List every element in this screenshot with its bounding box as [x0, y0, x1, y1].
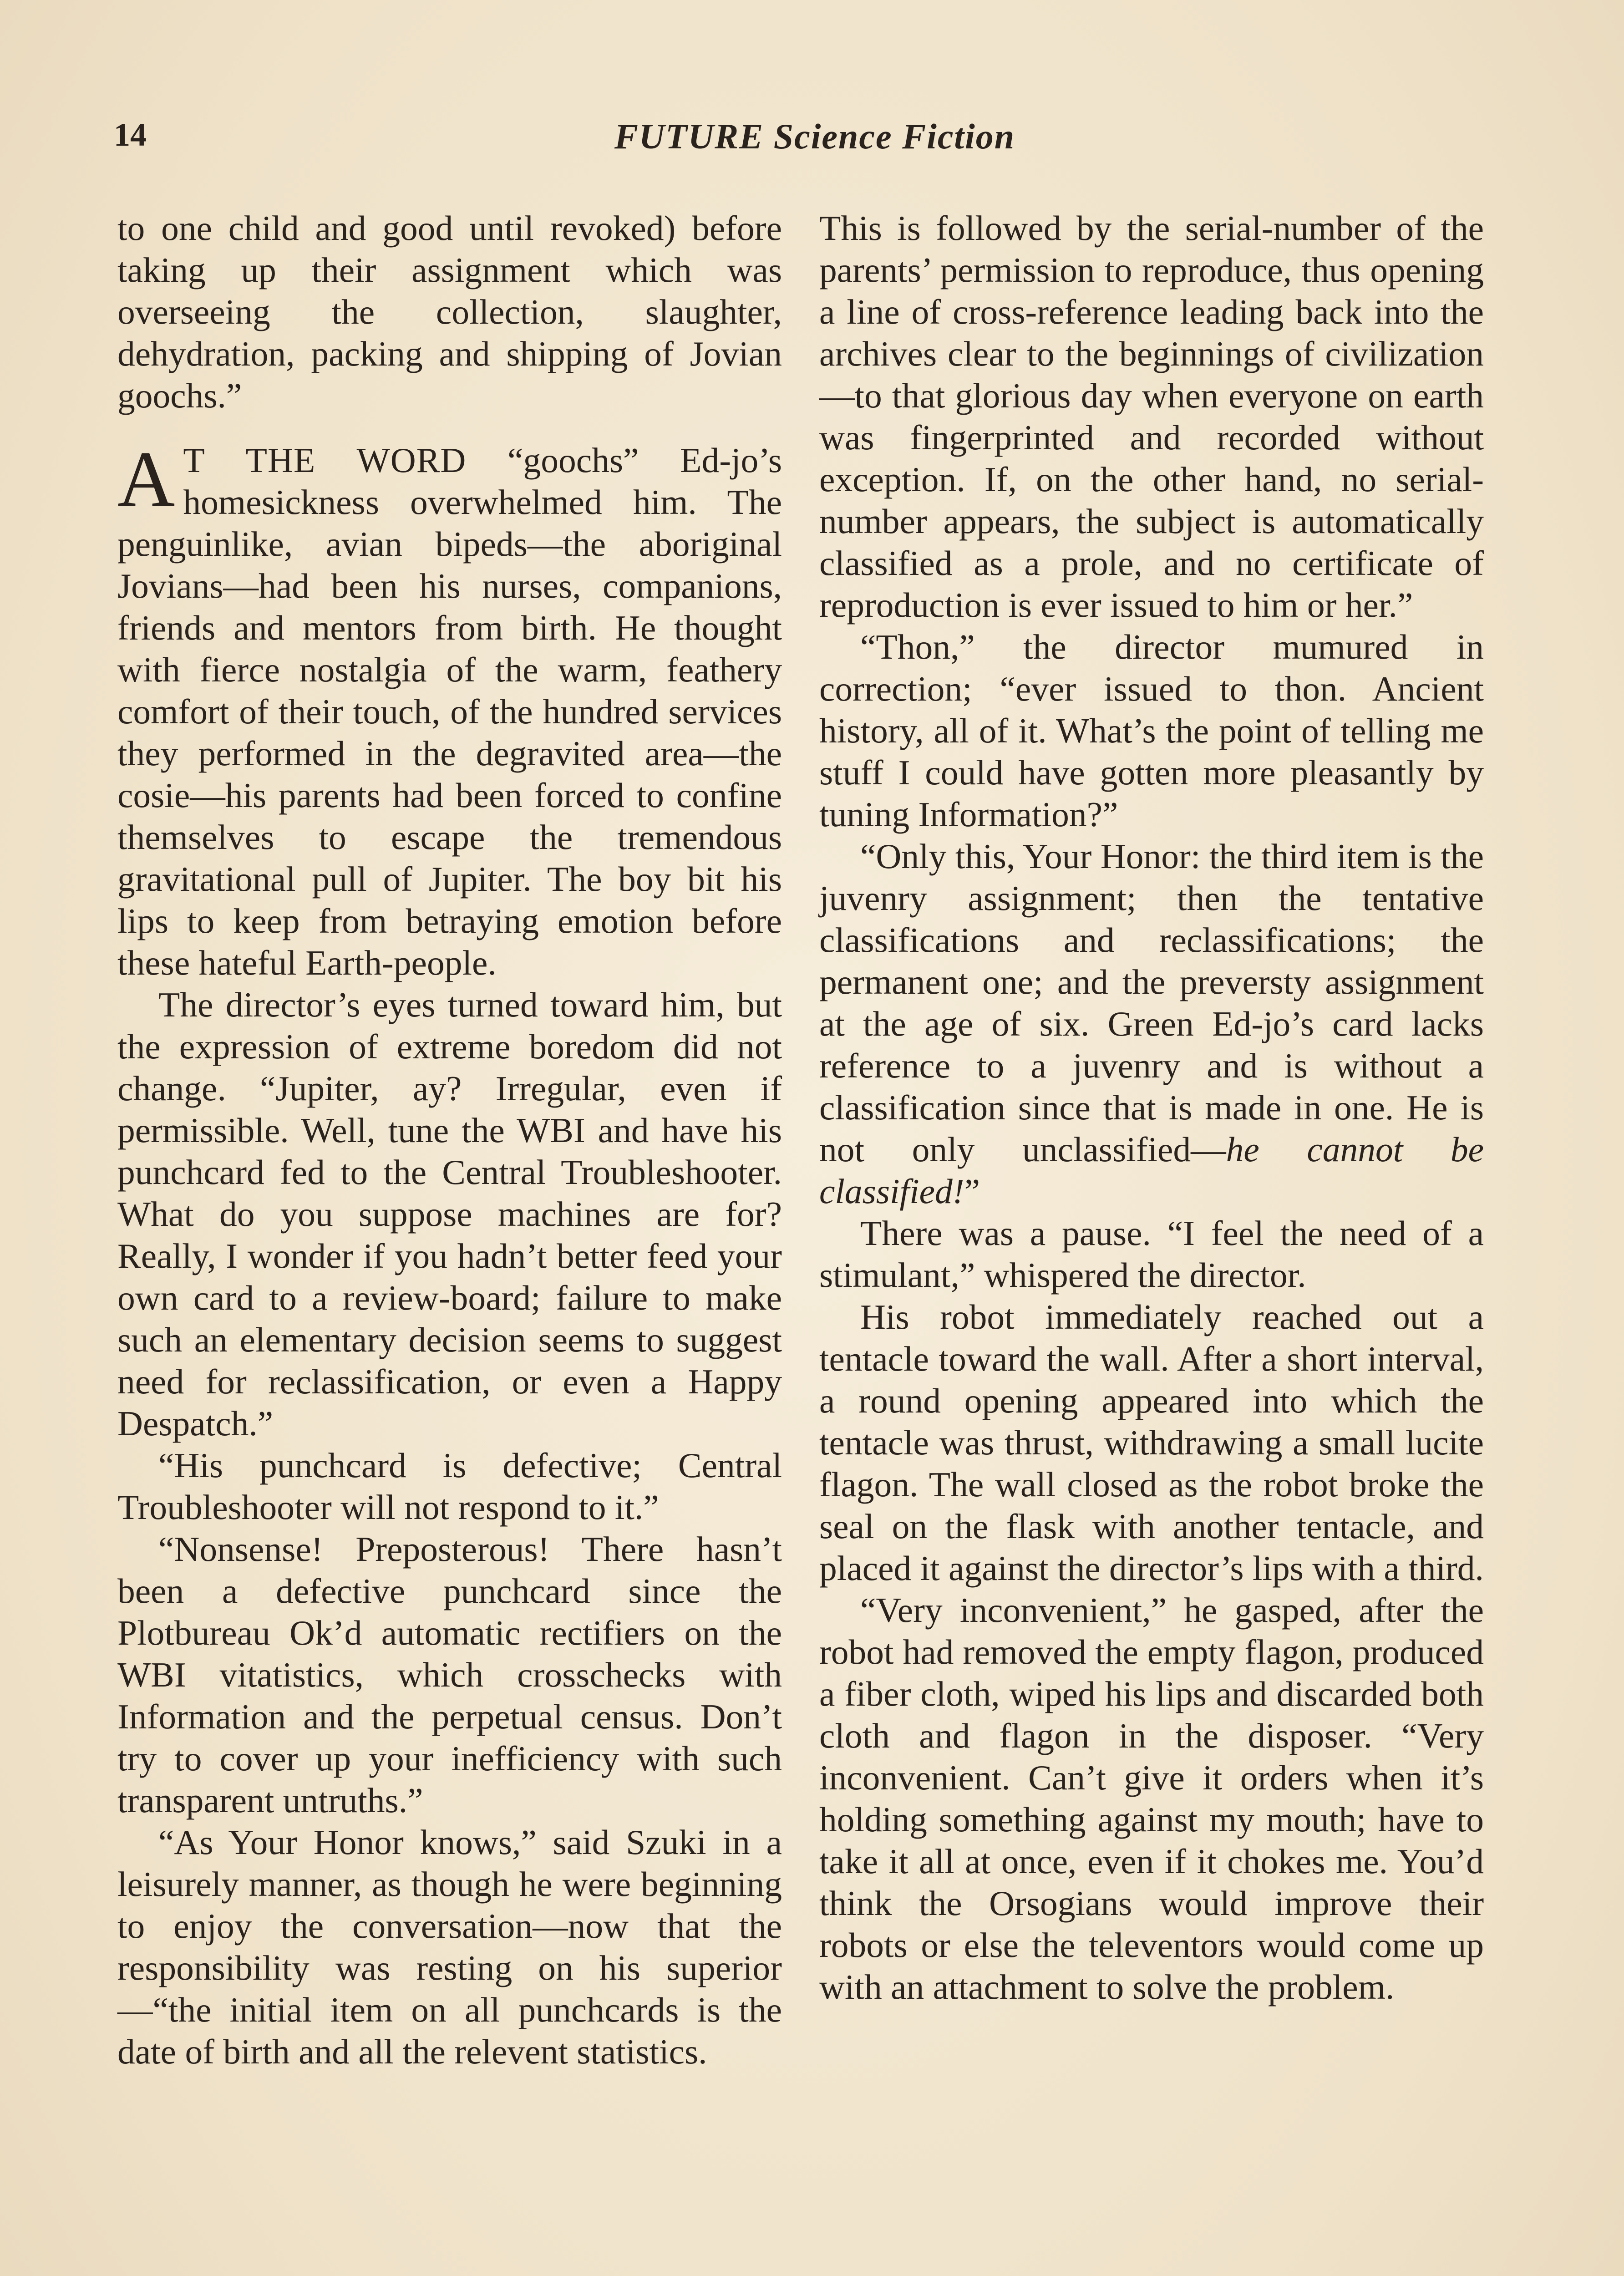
- emphasis-text: he cannot be classified!: [819, 1130, 1484, 1211]
- running-title: FUTURE Science Fiction: [614, 117, 1015, 156]
- paragraph: This is followed by the serial-number of the parents’ permission to reproduce, thus opening a line of cross-reference leading back into the archives clear to the beginnings of civilization—to that glorious day when everyone on earth was fingerprinted and recorded without exception. If, on the other hand, no serial-number appears, the subject is automatically classified as a prole, and no certificate of reproduction is ever issued to him or her.”: [819, 208, 1484, 625]
- page-header: [114, 116, 1516, 166]
- paragraph: to one child and good until revoked) before taking up their assignment which was overseeing the collection, slaughter, dehydration, packing and shipping of Jovian goochs.”: [117, 208, 782, 415]
- paragraph: The director’s eyes turned toward him, but the expression of extreme boredom did not change. “Jupiter, ay? Irregular, even if permissible. Well, tune the WBI and have his punchcard fed to the Central Troubleshooter. What do you suppose machines are for? Really, I wonder if you hadn’t better feed your own card to a review-board; failure to make such an elementary decision seems to suggest need for reclassification, or even a Happy Despatch.”: [117, 985, 782, 1443]
- paragraph-text: “Only this, Your Honor: the third item is the juvenry assignment; then the tentative classifications and reclassifications; the permanent one; and the preversty assignment at the age of six. Green Ed-jo’s card lacks reference to a juvenry and is without a classification since that is made in one. He is not only unclassified—: [819, 837, 1484, 1169]
- right-column: [819, 207, 1484, 2008]
- paragraph: His robot immediately reached out a tentacle toward the wall. After a short interval, a round opening appeared into which the tentacle was thrust, withdrawing a small lucite flagon. The wall closed as the robot broke the seal on the flask with another tentacle, and placed it against the director’s lips with a third.: [819, 1297, 1484, 1588]
- left-column: [117, 207, 782, 2073]
- page-number: 14: [114, 117, 147, 153]
- paragraph: “Very inconvenient,” he gasped, after the robot had removed the empty flagon, produced a fiber cloth, wiped his lips and discarded both cloth and flagon in the disposer. “Very inconvenient. Can’t give it orders when it’s holding something against my mouth; have to take it all at once, even if it chokes me. You’d think the Orsogians would improve their robots or else the televentors would come up with an attachment to solve the problem.: [819, 1590, 1484, 2007]
- small-caps-lead: T THE WORD: [183, 441, 467, 480]
- paragraph: There was a pause. “I feel the need of a stimulant,” whispered the director.: [819, 1214, 1484, 1295]
- section-opening-paragraph: [117, 435, 782, 984]
- paragraph: “As Your Honor knows,” said Szuki in a leisurely manner, as though he were beginning to enjoy the conversation—now that the responsibility was resting on his superior—“the initial item on all punchcards is the date of birth and all the relevent statistics.: [117, 1823, 782, 2071]
- drop-cap: A: [117, 435, 175, 523]
- paragraph-text: “goochs” Ed-jo’s homesickness overwhelmed him. The penguinlike, avian bipeds—the aboriginal Jovians—had been his nurses, companions, friends and mentors from birth. He thought with fierce nostalgia of the warm, feathery comfort of their touch, of the hundred services they performed in the degravited area—the cosie—his parents had been forced to confine themselves to escape the tremendous gravitational pull of Jupiter. The boy bit his lips to keep from betraying emotion before these hateful Earth-people.: [117, 441, 782, 982]
- paragraph: “His punchcard is defective; Central Troubleshooter will not respond to it.”: [117, 1446, 782, 1527]
- paragraph: “Thon,” the director mumured in correction; “ever issued to thon. Ancient history, all of it. What’s the point of telling me stuff I could have gotten more pleasantly by tuning Information?”: [819, 627, 1484, 834]
- closing-quote: ”: [964, 1172, 980, 1211]
- paragraph: [819, 835, 1484, 1212]
- paragraph: “Nonsense! Preposterous! There hasn’t been a defective punchcard since the Plotbureau Ok’d automatic rectifiers on the WBI vitatistics, which crosschecks with Information and the perpetual census. Don’t try to cover up your inefficiency with such transparent untruths.”: [117, 1529, 782, 1820]
